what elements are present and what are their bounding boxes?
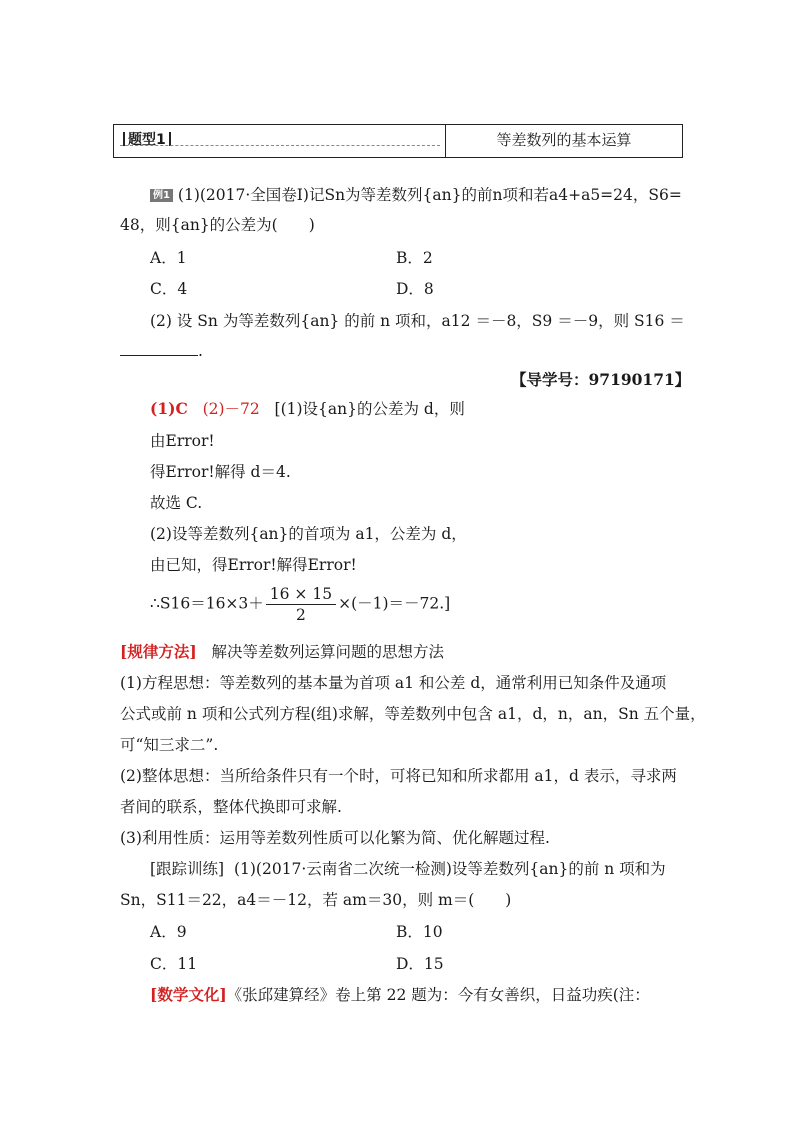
- answer-line6: 由已知，得Error!解得Error!: [150, 556, 357, 574]
- practice-option-a: A．9: [150, 923, 187, 941]
- answer-line2: 由Error!: [150, 432, 215, 450]
- practice-option-d: D．15: [396, 955, 444, 973]
- guide-number: 【导学号：97190171】: [511, 370, 691, 389]
- option-b: B．2: [396, 249, 433, 267]
- practice-line2: Sn，S11＝22，a4＝－12，若 am＝30，则 m＝( ): [120, 891, 512, 909]
- answer-value-2: (2)－72: [202, 400, 260, 418]
- option-d: D．8: [396, 280, 434, 298]
- answer-blank: .: [120, 340, 203, 362]
- practice-line3: [数学文化]《张邱建算经》卷上第 22 题为：今有女善织，日益功疾(注：: [150, 985, 650, 1004]
- method-p2-line2: 者间的联系，整体代换即可求解.: [120, 798, 342, 816]
- practice-tag: [跟踪训练]: [150, 860, 225, 878]
- method-p1-line1: (1)方程思想：等差数列的基本量为首项 a1 和公差 d，通常利用已知条件及通项: [120, 674, 667, 692]
- example-badge: 例1: [150, 189, 173, 202]
- method-p1-line3: 可“知三求二”.: [120, 736, 219, 754]
- method-tag: [规律方法]: [120, 642, 197, 661]
- practice-option-c: C．11: [150, 955, 198, 973]
- fraction: $\frac{16 \times 15}{2}$: [266, 584, 336, 625]
- culture-tag: [数学文化]: [150, 985, 227, 1004]
- answer-line4: 故选 C.: [150, 494, 203, 512]
- answer-line3: 得Error!解得 d＝4.: [150, 463, 291, 481]
- topic-title: 等差数列的基本运算: [496, 131, 632, 149]
- topic-tag: 题型1: [120, 129, 174, 149]
- answer-choice-1: (1)C: [150, 399, 188, 418]
- answer-line1: (1)C (2)－72 [(1)设{an}的公差为 d，则: [150, 399, 465, 418]
- method-p3: (3)利用性质：运用等差数列性质可以化繁为简、优化解题过程.: [120, 829, 550, 847]
- answer-line5: (2)设等差数列{an}的首项为 a1，公差为 d，: [150, 525, 467, 543]
- practice-line1: [跟踪训练] (1)(2017·云南省二次统一检测)设等差数列{an}的前 n 项和为: [150, 860, 666, 878]
- method-p1-line2: 公式或前 n 项和公式列方程(组)求解，等差数列中包含 a1，d，n，an，Sn 五个量，: [120, 705, 706, 723]
- topic-header: [113, 124, 683, 158]
- option-a: A．1: [150, 249, 187, 267]
- practice-option-b: B．10: [396, 923, 443, 941]
- example-q1-line2: 48，则{an}的公差为( ): [120, 216, 315, 234]
- dashed-rule: [120, 145, 440, 146]
- method-heading: [规律方法] 解决等差数列运算问题的思想方法: [120, 642, 444, 661]
- example-q1-line1: 例1 (1)(2017·全国卷Ⅰ)记Sn为等差数列{an}的前n项和若a4+a5=24，S6=: [150, 184, 682, 206]
- option-c: C．4: [150, 280, 188, 298]
- example-q2-line1: (2) 设 Sn 为等差数列{an} 的前 n 项和，a12 ＝－8，S9 ＝－9，则 S16 ＝: [150, 312, 685, 330]
- answer-line7: ∴S16＝16×3＋ $\frac{16 \times 15}{2}$ ×(－1)＝－72.]: [150, 585, 451, 624]
- method-p2-line1: (2)整体思想：当所给条件只有一个时，可将已知和所求都用 a1，d 表示，寻求两: [120, 767, 677, 785]
